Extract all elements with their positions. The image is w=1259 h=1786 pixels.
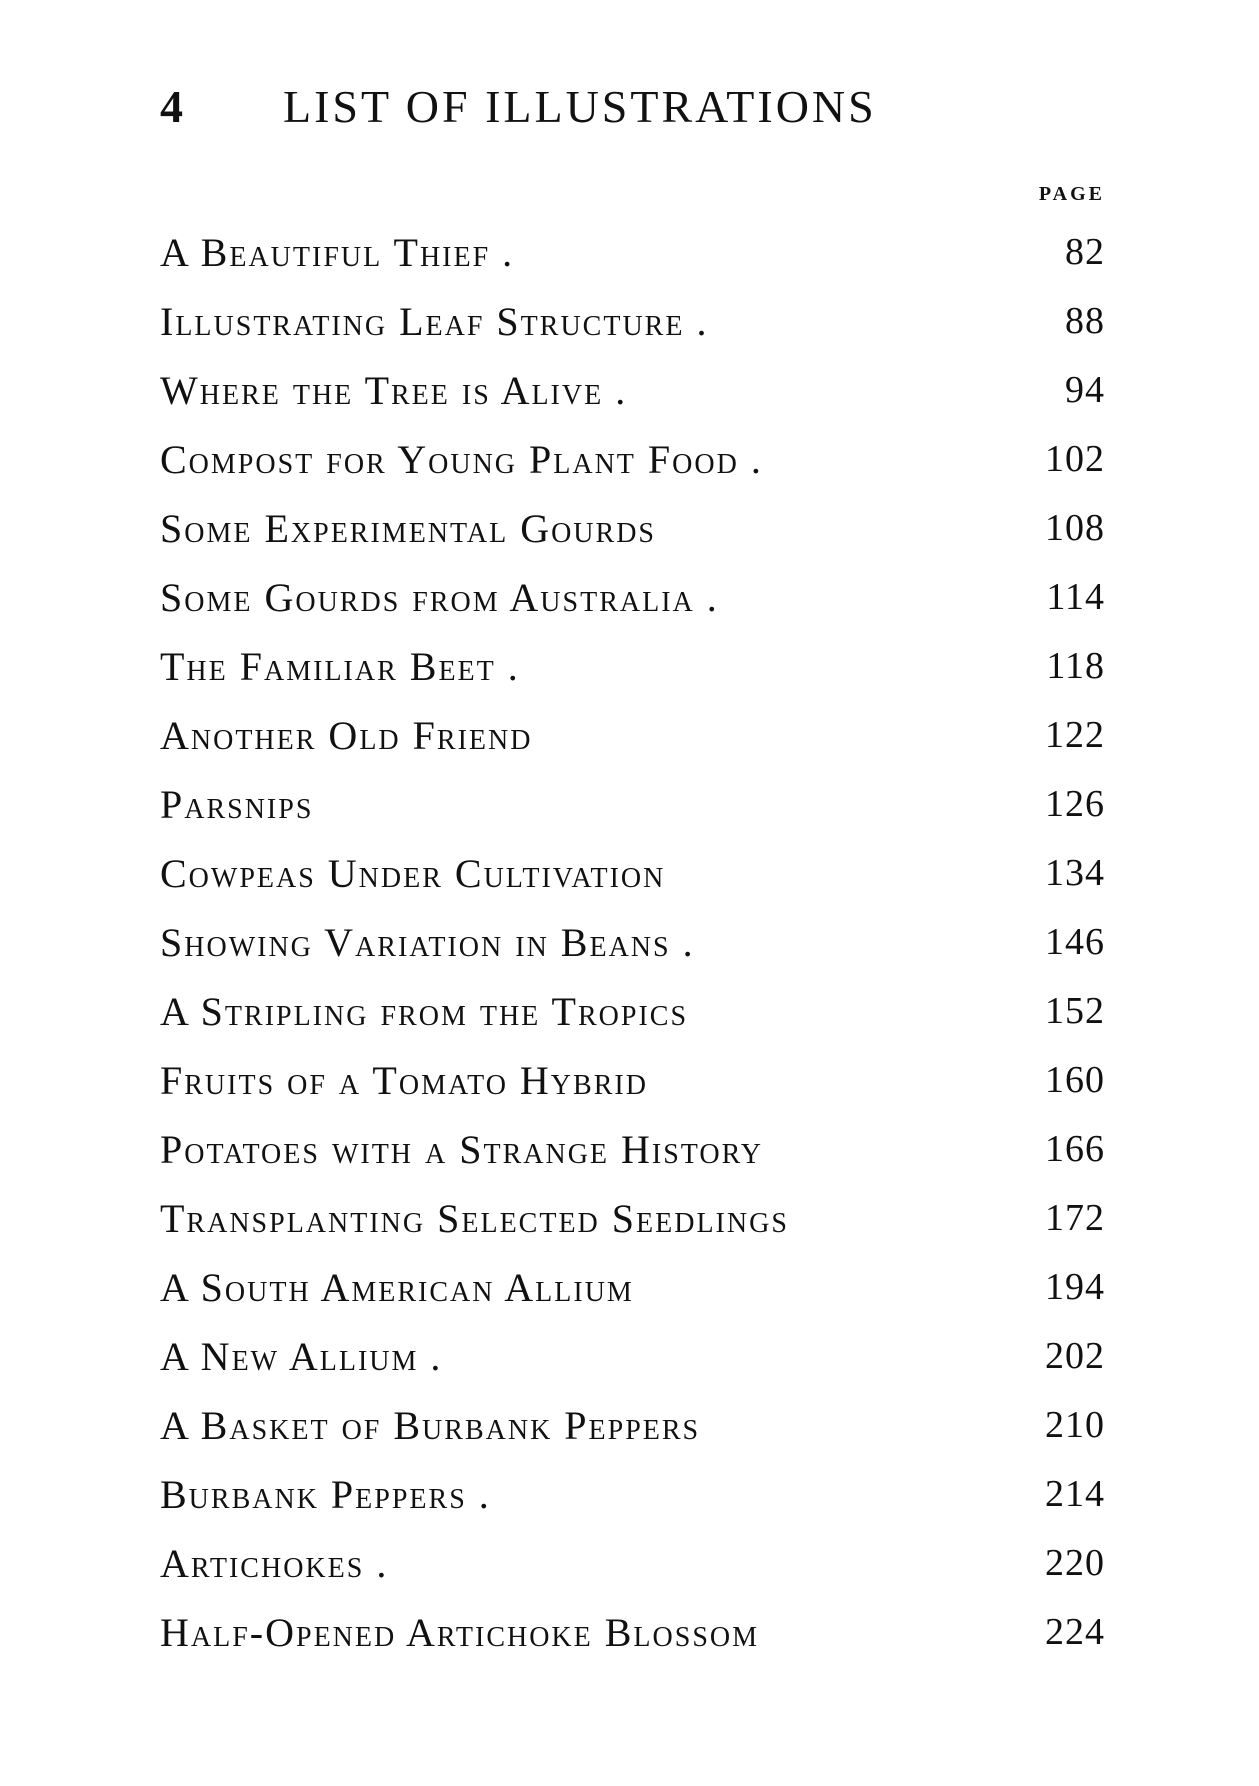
entry-page: 108	[1045, 507, 1105, 549]
entry-page: 126	[1045, 783, 1105, 825]
list-item	[160, 1046, 1105, 1115]
entry-title: Parsnips	[160, 782, 314, 827]
entry-page: 134	[1045, 852, 1105, 894]
entry-page: 220	[1045, 1542, 1105, 1584]
entry-title: A South American Allium	[160, 1265, 634, 1310]
entry-title: The Familiar Beet .	[160, 644, 520, 689]
entry-page: 146	[1045, 921, 1105, 963]
page-header	[160, 80, 1010, 150]
entry-title: Half-Opened Artichoke Blossom	[160, 1610, 760, 1655]
entry-page: 202	[1045, 1335, 1105, 1377]
entry-title: A Stripling from the Tropics	[160, 989, 689, 1034]
entry-title: A Basket of Burbank Peppers	[160, 1403, 701, 1448]
page-number: 4	[160, 81, 186, 132]
list-item	[160, 1460, 1105, 1529]
entry-page: 118	[1046, 645, 1105, 687]
entry-page: 152	[1045, 990, 1105, 1032]
list-item	[160, 356, 1105, 425]
list-item	[160, 425, 1105, 494]
entry-title: Potatoes with a Strange History	[160, 1127, 763, 1172]
entry-page: 82	[1065, 231, 1105, 273]
entry-title: Another Old Friend	[160, 713, 533, 758]
list-item	[160, 1253, 1105, 1322]
entry-page: 88	[1065, 300, 1105, 342]
list-item	[160, 632, 1105, 701]
list-item	[160, 494, 1105, 563]
list-item	[160, 1322, 1105, 1391]
list-item	[160, 770, 1105, 839]
entry-title: Transplanting Selected Seedlings	[160, 1196, 789, 1241]
entry-title: A New Allium .	[160, 1334, 443, 1379]
entry-title: Burbank Peppers .	[160, 1472, 491, 1517]
entry-title: Fruits of a Tomato Hybrid	[160, 1058, 648, 1103]
entry-page: 166	[1045, 1128, 1105, 1170]
list-item	[160, 701, 1105, 770]
entry-title: Showing Variation in Beans .	[160, 920, 695, 965]
entry-page: 122	[1045, 714, 1105, 756]
entry-title: Cowpeas Under Cultivation	[160, 851, 666, 896]
entry-page: 224	[1045, 1611, 1105, 1653]
entry-page: 210	[1045, 1404, 1105, 1446]
entry-page: 194	[1045, 1266, 1105, 1308]
entry-page: 94	[1065, 369, 1105, 411]
list-item	[160, 1184, 1105, 1253]
list-item	[160, 563, 1105, 632]
list-item	[160, 1529, 1105, 1598]
list-item	[160, 218, 1105, 287]
running-title: LIST OF ILLUSTRATIONS	[283, 81, 877, 132]
illustrations-list	[160, 218, 1105, 1667]
list-item	[160, 1598, 1105, 1667]
list-item	[160, 287, 1105, 356]
entry-page: 160	[1045, 1059, 1105, 1101]
entry-page: 114	[1046, 576, 1105, 618]
entry-title: Artichokes .	[160, 1541, 389, 1586]
entry-title: Compost for Young Plant Food .	[160, 437, 763, 482]
page-column-label: PAGE	[1038, 183, 1105, 205]
list-item	[160, 908, 1105, 977]
entry-title: Where the Tree is Alive .	[160, 368, 628, 413]
list-item	[160, 1391, 1105, 1460]
entry-title: A Beautiful Thief .	[160, 230, 515, 275]
list-item	[160, 1115, 1105, 1184]
entry-title: Some Gourds from Australia .	[160, 575, 719, 620]
entry-page: 102	[1045, 438, 1105, 480]
entry-title: Illustrating Leaf Structure .	[160, 299, 709, 344]
entry-page: 214	[1045, 1473, 1105, 1515]
list-item	[160, 977, 1105, 1046]
entry-title: Some Experimental Gourds	[160, 506, 656, 551]
entry-page: 172	[1045, 1197, 1105, 1239]
list-item	[160, 839, 1105, 908]
